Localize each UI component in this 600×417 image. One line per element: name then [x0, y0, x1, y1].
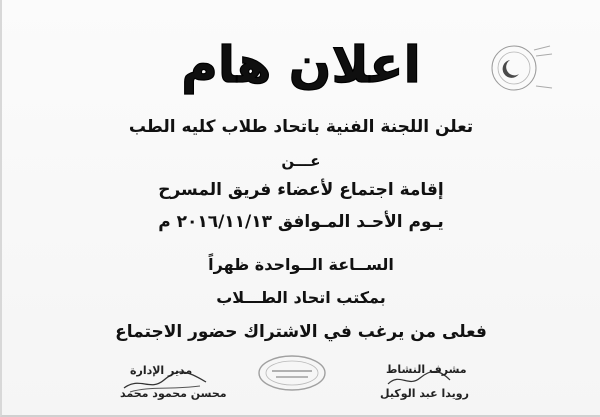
announcement-line: تعلن اللجنة الفنية باتحاد طلاب كليه الطب — [128, 117, 474, 137]
signature-name-left: محسن محمود محمد — [120, 387, 227, 400]
announcement-line: الســاعة الــواحدة ظهراً — [208, 255, 394, 274]
page-title: اعلان هام — [181, 36, 421, 94]
announcement-line: يـوم الأحـد المـوافق ٢٠١٦/١١/١٣ م — [158, 212, 444, 232]
announcement-line: إقامة اجتماع لأعضاء فريق المسرح — [158, 180, 444, 200]
announcement-line: عـــن — [281, 152, 321, 170]
signature-role-right: مشرف النشاط — [386, 363, 467, 376]
announcement-line: فعلى من يرغب في الاشتراك حضور الاجتماع — [115, 322, 487, 342]
signature-name-right: رويدا عبد الوكيل — [380, 387, 469, 400]
official-stamp — [256, 353, 328, 393]
signature-role-left: مدير الإدارة — [130, 364, 193, 377]
announcement-line: بمكتب اتحاد الطـــلاب — [216, 288, 386, 307]
